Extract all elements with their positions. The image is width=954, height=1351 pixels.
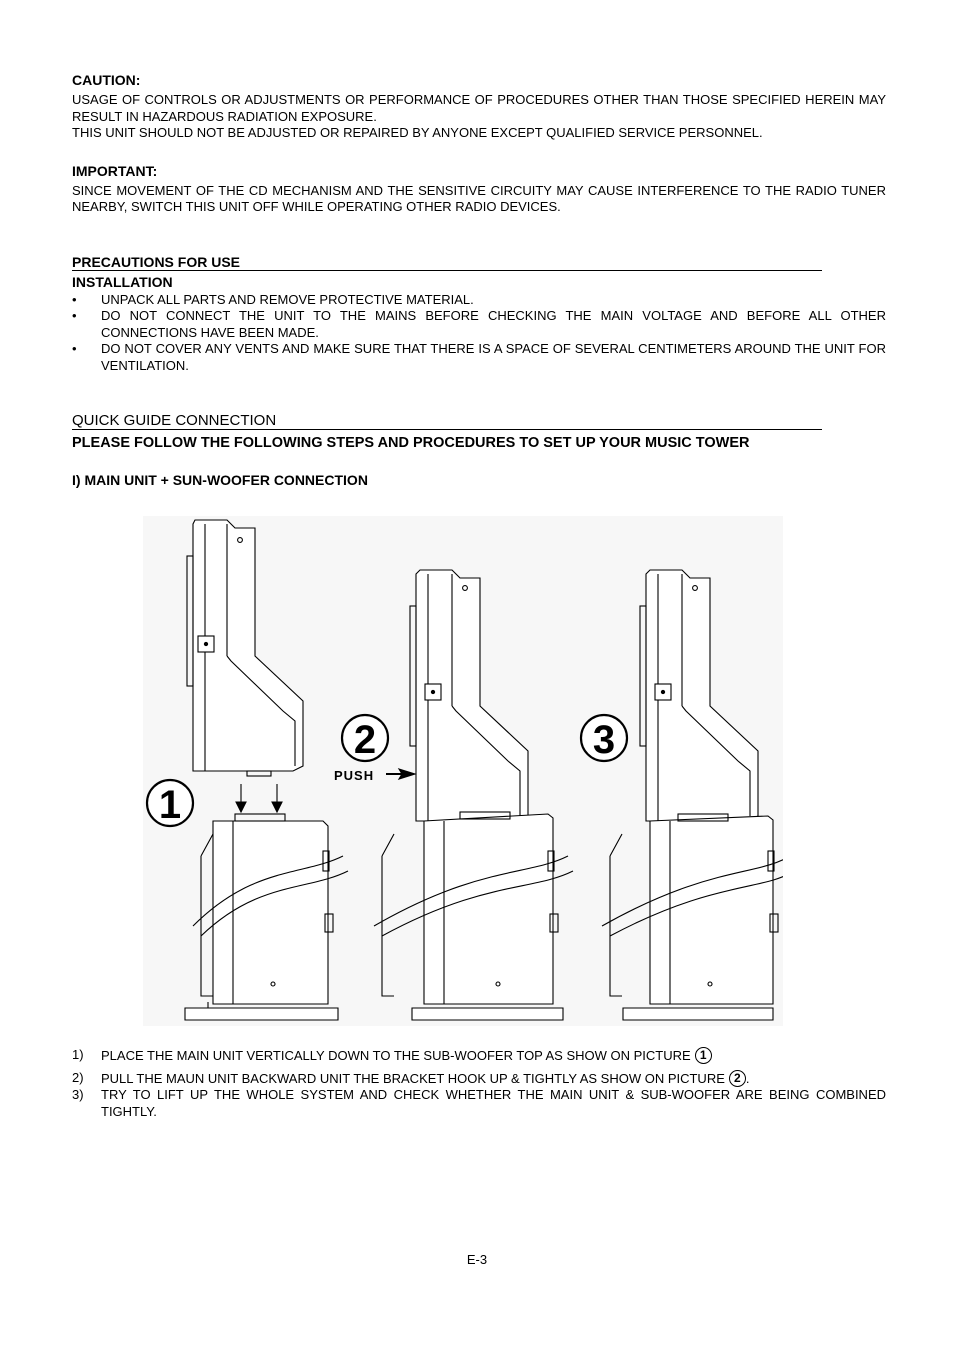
list-item: 1) PLACE THE MAIN UNIT VERTICALLY DOWN TO THE SUB-WOOFER TOP AS SHOW ON PICTURE 1 bbox=[72, 1047, 886, 1065]
important-section bbox=[72, 163, 886, 216]
important-title: IMPORTANT: bbox=[72, 162, 158, 179]
list-item: 2) PULL THE MAUN UNIT BACKWARD UNIT THE BRACKET HOOK UP & TIGHTLY AS SHOW ON PICTURE 2 . bbox=[72, 1069, 750, 1086]
step-1-badge bbox=[147, 780, 193, 827]
quick-guide-intro: PLEASE FOLLOW THE FOLLOWING STEPS AND PROCEDURES TO SET UP YOUR MUSIC TOWER bbox=[72, 435, 750, 451]
push-label: PUSH bbox=[334, 768, 375, 783]
caution-title: CAUTION: bbox=[72, 72, 141, 88]
quick-guide-title: QUICK GUIDE CONNECTION bbox=[72, 412, 277, 429]
connection-section-title: I) MAIN UNIT + SUN-WOOFER CONNECTION bbox=[72, 472, 368, 488]
steps-section bbox=[72, 1047, 886, 1120]
picture-2-ref: 2 bbox=[729, 1070, 746, 1087]
quick-guide-rule bbox=[72, 412, 822, 430]
important-text: SINCE MOVEMENT OF THE CD MECHANISM AND THE SENSITIVE CIRCUITY MAY CAUSE INTERFERENCE TO THE RADIO TUNER NEARBY, SWITCH THIS UNIT OFF WHILE OPERATING OTHER RADIO DEVICES. bbox=[72, 182, 886, 214]
step-2-badge bbox=[342, 715, 388, 762]
step-3-badge bbox=[581, 715, 627, 762]
svg-text:1: 1 bbox=[158, 783, 182, 827]
caution-line-1: USAGE OF CONTROLS OR ADJUSTMENTS OR PERFORMANCE OF PROCEDURES OTHER THAN THOSE SPECIFIED HEREIN MAY RESULT IN HAZARDOUS RADIATION EXPOSURE. bbox=[72, 92, 886, 124]
precautions-title: PRECAUTIONS FOR USE bbox=[72, 253, 241, 270]
installation-title: INSTALLATION bbox=[72, 273, 173, 290]
bullet: • bbox=[72, 291, 77, 307]
list-item: • DO NOT CONNECT THE UNIT TO THE MAINS BEFORE CHECKING THE MAIN VOLTAGE AND BEFORE ALL OTHER CONNECTIONS HAVE BEEN MADE. bbox=[72, 308, 886, 340]
list-item: 3) TRY TO LIFT UP THE WHOLE SYSTEM AND CHECK WHETHER THE MAIN UNIT & SUB-WOOFER ARE BEING COMBINED TIGHTLY. bbox=[72, 1087, 886, 1119]
precautions-section bbox=[72, 254, 886, 375]
svg-text:3: 3 bbox=[592, 718, 616, 762]
installation-list bbox=[72, 292, 886, 375]
svg-text:2: 2 bbox=[353, 718, 377, 762]
page-number: E-3 bbox=[466, 1252, 488, 1267]
bullet: • bbox=[72, 341, 77, 356]
connection-diagram bbox=[143, 516, 783, 1026]
list-item: • DO NOT COVER ANY VENTS AND MAKE SURE THAT THERE IS A SPACE OF SEVERAL CENTIMETERS AROUND THE UNIT FOR VENTILATION. bbox=[72, 341, 886, 373]
quick-guide-section bbox=[72, 412, 886, 488]
list-item: • UNPACK ALL PARTS AND REMOVE PROTECTIVE MATERIAL. bbox=[72, 291, 474, 307]
bullet: • bbox=[72, 308, 77, 323]
precautions-rule bbox=[72, 254, 822, 271]
page-content bbox=[72, 72, 886, 488]
caution-section bbox=[72, 72, 886, 142]
caution-line-2: THIS UNIT SHOULD NOT BE ADJUSTED OR REPAIRED BY ANYONE EXCEPT QUALIFIED SERVICE PERSONNEL. bbox=[72, 125, 763, 140]
steps-list bbox=[72, 1047, 886, 1120]
picture-1-ref: 1 bbox=[695, 1047, 712, 1064]
connection-illustration bbox=[143, 516, 783, 1026]
